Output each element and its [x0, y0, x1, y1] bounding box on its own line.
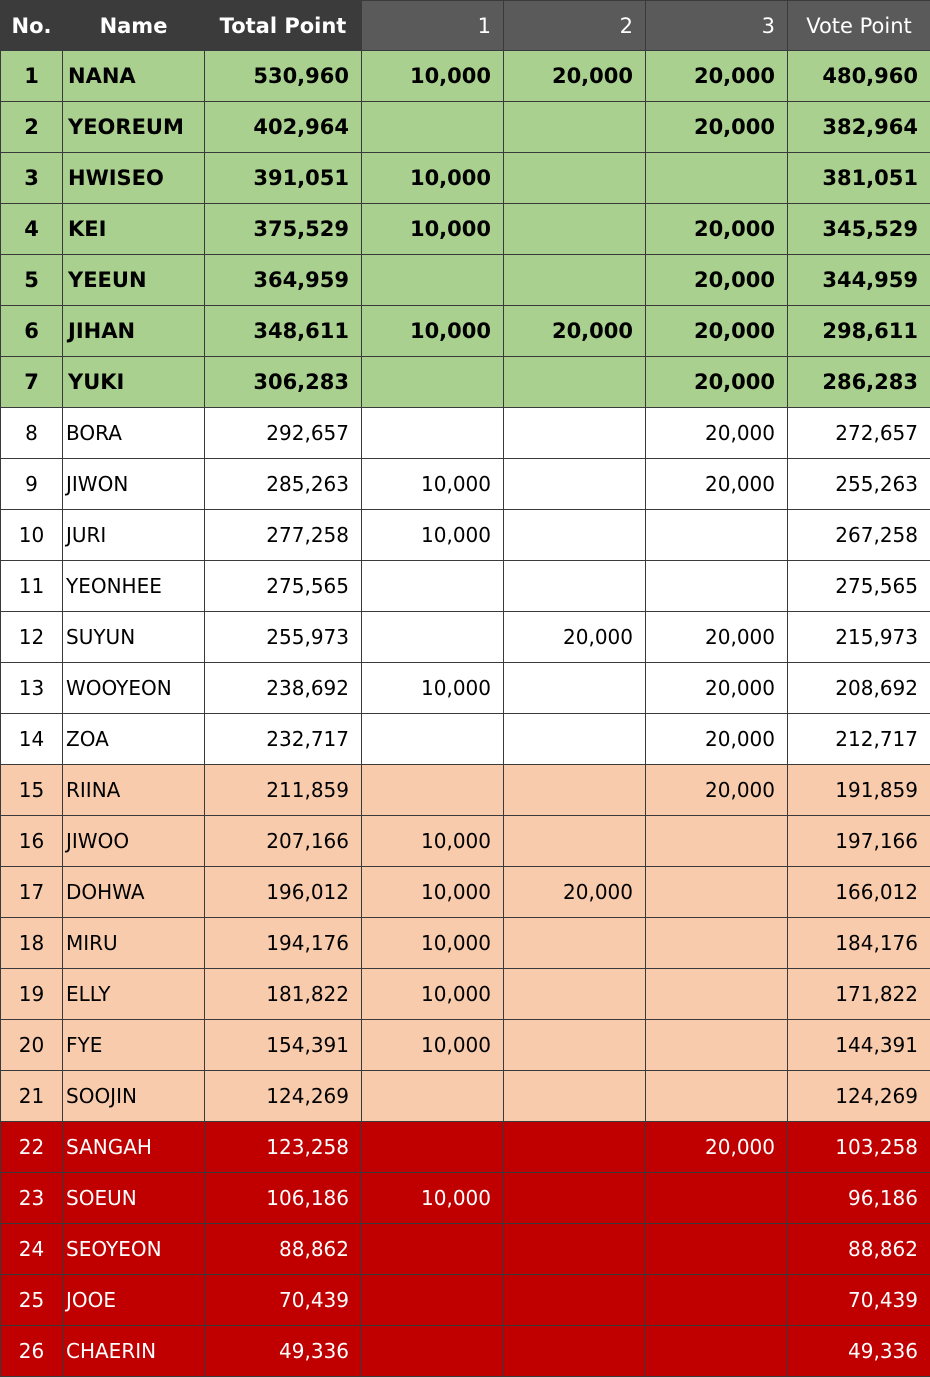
cell-vote-point: 275,565 [788, 561, 930, 612]
cell-bonus-1: 10,000 [362, 1020, 504, 1071]
cell-rank: 13 [1, 663, 63, 714]
cell-bonus-2 [504, 1326, 646, 1377]
cell-total-point: 70,439 [205, 1275, 362, 1326]
cell-bonus-2: 20,000 [504, 612, 646, 663]
table-row [1, 102, 930, 153]
cell-rank: 25 [1, 1275, 63, 1326]
cell-rank: 26 [1, 1326, 63, 1377]
cell-bonus-3: 20,000 [646, 1122, 788, 1173]
cell-bonus-3: 20,000 [646, 306, 788, 357]
cell-bonus-3 [646, 1173, 788, 1224]
cell-vote-point: 171,822 [788, 969, 930, 1020]
cell-bonus-1: 10,000 [362, 969, 504, 1020]
cell-bonus-3: 20,000 [646, 459, 788, 510]
cell-rank: 8 [1, 408, 63, 459]
cell-total-point: 207,166 [205, 816, 362, 867]
header-bonus-3: 3 [646, 1, 788, 51]
cell-bonus-2 [504, 561, 646, 612]
header-total-point: Total Point [205, 1, 362, 51]
cell-rank: 21 [1, 1071, 63, 1122]
header-no: No. [1, 1, 63, 51]
table-row [1, 1071, 930, 1122]
table-row [1, 561, 930, 612]
cell-name: YEONHEE [63, 561, 205, 612]
cell-bonus-1 [362, 1275, 504, 1326]
cell-name: SANGAH [63, 1122, 205, 1173]
cell-rank: 10 [1, 510, 63, 561]
cell-name: RIINA [63, 765, 205, 816]
cell-vote-point: 298,611 [788, 306, 930, 357]
cell-name: CHAERIN [63, 1326, 205, 1377]
cell-vote-point: 208,692 [788, 663, 930, 714]
cell-bonus-2 [504, 1071, 646, 1122]
table-row [1, 663, 930, 714]
cell-bonus-3 [646, 1020, 788, 1071]
cell-vote-point: 96,186 [788, 1173, 930, 1224]
table-row [1, 153, 930, 204]
cell-bonus-3 [646, 561, 788, 612]
cell-name: JIWON [63, 459, 205, 510]
cell-rank: 22 [1, 1122, 63, 1173]
table-row [1, 816, 930, 867]
cell-bonus-1 [362, 1122, 504, 1173]
cell-vote-point: 345,529 [788, 204, 930, 255]
cell-bonus-1 [362, 561, 504, 612]
table-row [1, 969, 930, 1020]
cell-bonus-1 [362, 255, 504, 306]
table-row [1, 51, 930, 102]
cell-bonus-3: 20,000 [646, 663, 788, 714]
table-row [1, 1326, 930, 1377]
cell-bonus-2 [504, 408, 646, 459]
table-row [1, 459, 930, 510]
header-row [1, 1, 930, 51]
cell-bonus-2 [504, 765, 646, 816]
cell-vote-point: 212,717 [788, 714, 930, 765]
cell-bonus-3 [646, 510, 788, 561]
cell-bonus-2 [504, 153, 646, 204]
cell-name: NANA [63, 51, 205, 102]
table-body [1, 51, 930, 1377]
cell-name: JOOE [63, 1275, 205, 1326]
cell-rank: 18 [1, 918, 63, 969]
cell-bonus-1: 10,000 [362, 918, 504, 969]
table-header [1, 1, 930, 51]
cell-total-point: 306,283 [205, 357, 362, 408]
cell-name: SOOJIN [63, 1071, 205, 1122]
header-vote-point: Vote Point [788, 1, 930, 51]
cell-name: HWISEO [63, 153, 205, 204]
table-row [1, 1173, 930, 1224]
cell-bonus-3 [646, 1326, 788, 1377]
cell-total-point: 211,859 [205, 765, 362, 816]
cell-name: ZOA [63, 714, 205, 765]
cell-vote-point: 49,336 [788, 1326, 930, 1377]
cell-vote-point: 267,258 [788, 510, 930, 561]
cell-bonus-1 [362, 714, 504, 765]
cell-vote-point: 197,166 [788, 816, 930, 867]
cell-name: SOEUN [63, 1173, 205, 1224]
cell-bonus-1: 10,000 [362, 1173, 504, 1224]
cell-bonus-3: 20,000 [646, 255, 788, 306]
cell-bonus-2 [504, 918, 646, 969]
cell-name: SEOYEON [63, 1224, 205, 1275]
cell-bonus-1: 10,000 [362, 510, 504, 561]
cell-rank: 24 [1, 1224, 63, 1275]
cell-bonus-1: 10,000 [362, 816, 504, 867]
cell-rank: 9 [1, 459, 63, 510]
cell-bonus-2 [504, 510, 646, 561]
table-row [1, 1224, 930, 1275]
cell-rank: 16 [1, 816, 63, 867]
cell-name: DOHWA [63, 867, 205, 918]
table-row [1, 306, 930, 357]
cell-total-point: 292,657 [205, 408, 362, 459]
cell-vote-point: 191,859 [788, 765, 930, 816]
cell-bonus-2 [504, 102, 646, 153]
cell-name: YUKI [63, 357, 205, 408]
cell-vote-point: 184,176 [788, 918, 930, 969]
cell-name: JIWOO [63, 816, 205, 867]
cell-rank: 4 [1, 204, 63, 255]
cell-bonus-3: 20,000 [646, 357, 788, 408]
cell-vote-point: 103,258 [788, 1122, 930, 1173]
cell-bonus-2: 20,000 [504, 51, 646, 102]
cell-name: MIRU [63, 918, 205, 969]
cell-bonus-2 [504, 816, 646, 867]
cell-name: FYE [63, 1020, 205, 1071]
cell-bonus-3 [646, 816, 788, 867]
cell-bonus-3 [646, 153, 788, 204]
cell-bonus-2 [504, 459, 646, 510]
cell-bonus-3: 20,000 [646, 765, 788, 816]
cell-bonus-3: 20,000 [646, 612, 788, 663]
cell-rank: 17 [1, 867, 63, 918]
cell-vote-point: 286,283 [788, 357, 930, 408]
cell-vote-point: 480,960 [788, 51, 930, 102]
cell-total-point: 348,611 [205, 306, 362, 357]
cell-bonus-2 [504, 1275, 646, 1326]
cell-bonus-3: 20,000 [646, 714, 788, 765]
cell-bonus-1: 10,000 [362, 459, 504, 510]
cell-rank: 20 [1, 1020, 63, 1071]
cell-bonus-1 [362, 1224, 504, 1275]
cell-bonus-3 [646, 867, 788, 918]
cell-bonus-3 [646, 969, 788, 1020]
cell-total-point: 124,269 [205, 1071, 362, 1122]
cell-bonus-1 [362, 1326, 504, 1377]
cell-total-point: 123,258 [205, 1122, 362, 1173]
cell-bonus-2 [504, 357, 646, 408]
header-bonus-2: 2 [504, 1, 646, 51]
cell-name: WOOYEON [63, 663, 205, 714]
table-row [1, 204, 930, 255]
cell-total-point: 530,960 [205, 51, 362, 102]
table-row [1, 1122, 930, 1173]
cell-bonus-2 [504, 1122, 646, 1173]
cell-total-point: 255,973 [205, 612, 362, 663]
cell-rank: 3 [1, 153, 63, 204]
cell-total-point: 232,717 [205, 714, 362, 765]
table-row [1, 408, 930, 459]
cell-rank: 15 [1, 765, 63, 816]
cell-rank: 12 [1, 612, 63, 663]
cell-total-point: 364,959 [205, 255, 362, 306]
cell-bonus-1: 10,000 [362, 51, 504, 102]
cell-bonus-1 [362, 1071, 504, 1122]
cell-name: YEOREUM [63, 102, 205, 153]
cell-vote-point: 344,959 [788, 255, 930, 306]
table-row [1, 510, 930, 561]
cell-bonus-1: 10,000 [362, 204, 504, 255]
table-row [1, 918, 930, 969]
cell-bonus-1 [362, 765, 504, 816]
cell-bonus-2 [504, 969, 646, 1020]
cell-total-point: 285,263 [205, 459, 362, 510]
cell-bonus-1: 10,000 [362, 153, 504, 204]
cell-total-point: 402,964 [205, 102, 362, 153]
cell-bonus-1 [362, 408, 504, 459]
cell-total-point: 375,529 [205, 204, 362, 255]
cell-rank: 1 [1, 51, 63, 102]
cell-total-point: 196,012 [205, 867, 362, 918]
cell-name: JURI [63, 510, 205, 561]
cell-total-point: 154,391 [205, 1020, 362, 1071]
cell-bonus-2 [504, 663, 646, 714]
cell-bonus-2 [504, 1224, 646, 1275]
cell-bonus-1: 10,000 [362, 663, 504, 714]
table-row [1, 1020, 930, 1071]
cell-vote-point: 70,439 [788, 1275, 930, 1326]
cell-bonus-2: 20,000 [504, 867, 646, 918]
cell-total-point: 49,336 [205, 1326, 362, 1377]
table-row [1, 1275, 930, 1326]
cell-bonus-1: 10,000 [362, 867, 504, 918]
cell-bonus-3: 20,000 [646, 51, 788, 102]
cell-rank: 14 [1, 714, 63, 765]
table-row [1, 255, 930, 306]
cell-total-point: 88,862 [205, 1224, 362, 1275]
cell-total-point: 194,176 [205, 918, 362, 969]
cell-vote-point: 382,964 [788, 102, 930, 153]
cell-name: SUYUN [63, 612, 205, 663]
cell-vote-point: 144,391 [788, 1020, 930, 1071]
table-row [1, 765, 930, 816]
table-row [1, 714, 930, 765]
cell-bonus-2 [504, 1173, 646, 1224]
cell-name: BORA [63, 408, 205, 459]
cell-bonus-2: 20,000 [504, 306, 646, 357]
cell-name: YEEUN [63, 255, 205, 306]
table-row [1, 357, 930, 408]
cell-rank: 19 [1, 969, 63, 1020]
cell-bonus-3: 20,000 [646, 102, 788, 153]
cell-bonus-1 [362, 102, 504, 153]
cell-total-point: 238,692 [205, 663, 362, 714]
cell-total-point: 106,186 [205, 1173, 362, 1224]
cell-bonus-3 [646, 918, 788, 969]
cell-name: ELLY [63, 969, 205, 1020]
cell-bonus-2 [504, 714, 646, 765]
cell-vote-point: 381,051 [788, 153, 930, 204]
cell-rank: 6 [1, 306, 63, 357]
cell-name: JIHAN [63, 306, 205, 357]
cell-total-point: 275,565 [205, 561, 362, 612]
cell-vote-point: 88,862 [788, 1224, 930, 1275]
cell-vote-point: 215,973 [788, 612, 930, 663]
cell-bonus-1: 10,000 [362, 306, 504, 357]
cell-bonus-3: 20,000 [646, 408, 788, 459]
cell-bonus-2 [504, 255, 646, 306]
cell-bonus-1 [362, 357, 504, 408]
cell-bonus-3 [646, 1071, 788, 1122]
cell-bonus-1 [362, 612, 504, 663]
cell-name: KEI [63, 204, 205, 255]
cell-vote-point: 166,012 [788, 867, 930, 918]
cell-vote-point: 255,263 [788, 459, 930, 510]
cell-bonus-2 [504, 204, 646, 255]
table-row [1, 612, 930, 663]
cell-vote-point: 124,269 [788, 1071, 930, 1122]
cell-rank: 2 [1, 102, 63, 153]
cell-bonus-3 [646, 1224, 788, 1275]
cell-total-point: 277,258 [205, 510, 362, 561]
cell-rank: 23 [1, 1173, 63, 1224]
cell-rank: 11 [1, 561, 63, 612]
cell-bonus-3: 20,000 [646, 204, 788, 255]
cell-rank: 7 [1, 357, 63, 408]
cell-vote-point: 272,657 [788, 408, 930, 459]
header-name: Name [63, 1, 205, 51]
cell-rank: 5 [1, 255, 63, 306]
table-row [1, 867, 930, 918]
cell-bonus-3 [646, 1275, 788, 1326]
cell-bonus-2 [504, 1020, 646, 1071]
cell-total-point: 181,822 [205, 969, 362, 1020]
cell-total-point: 391,051 [205, 153, 362, 204]
header-bonus-1: 1 [362, 1, 504, 51]
